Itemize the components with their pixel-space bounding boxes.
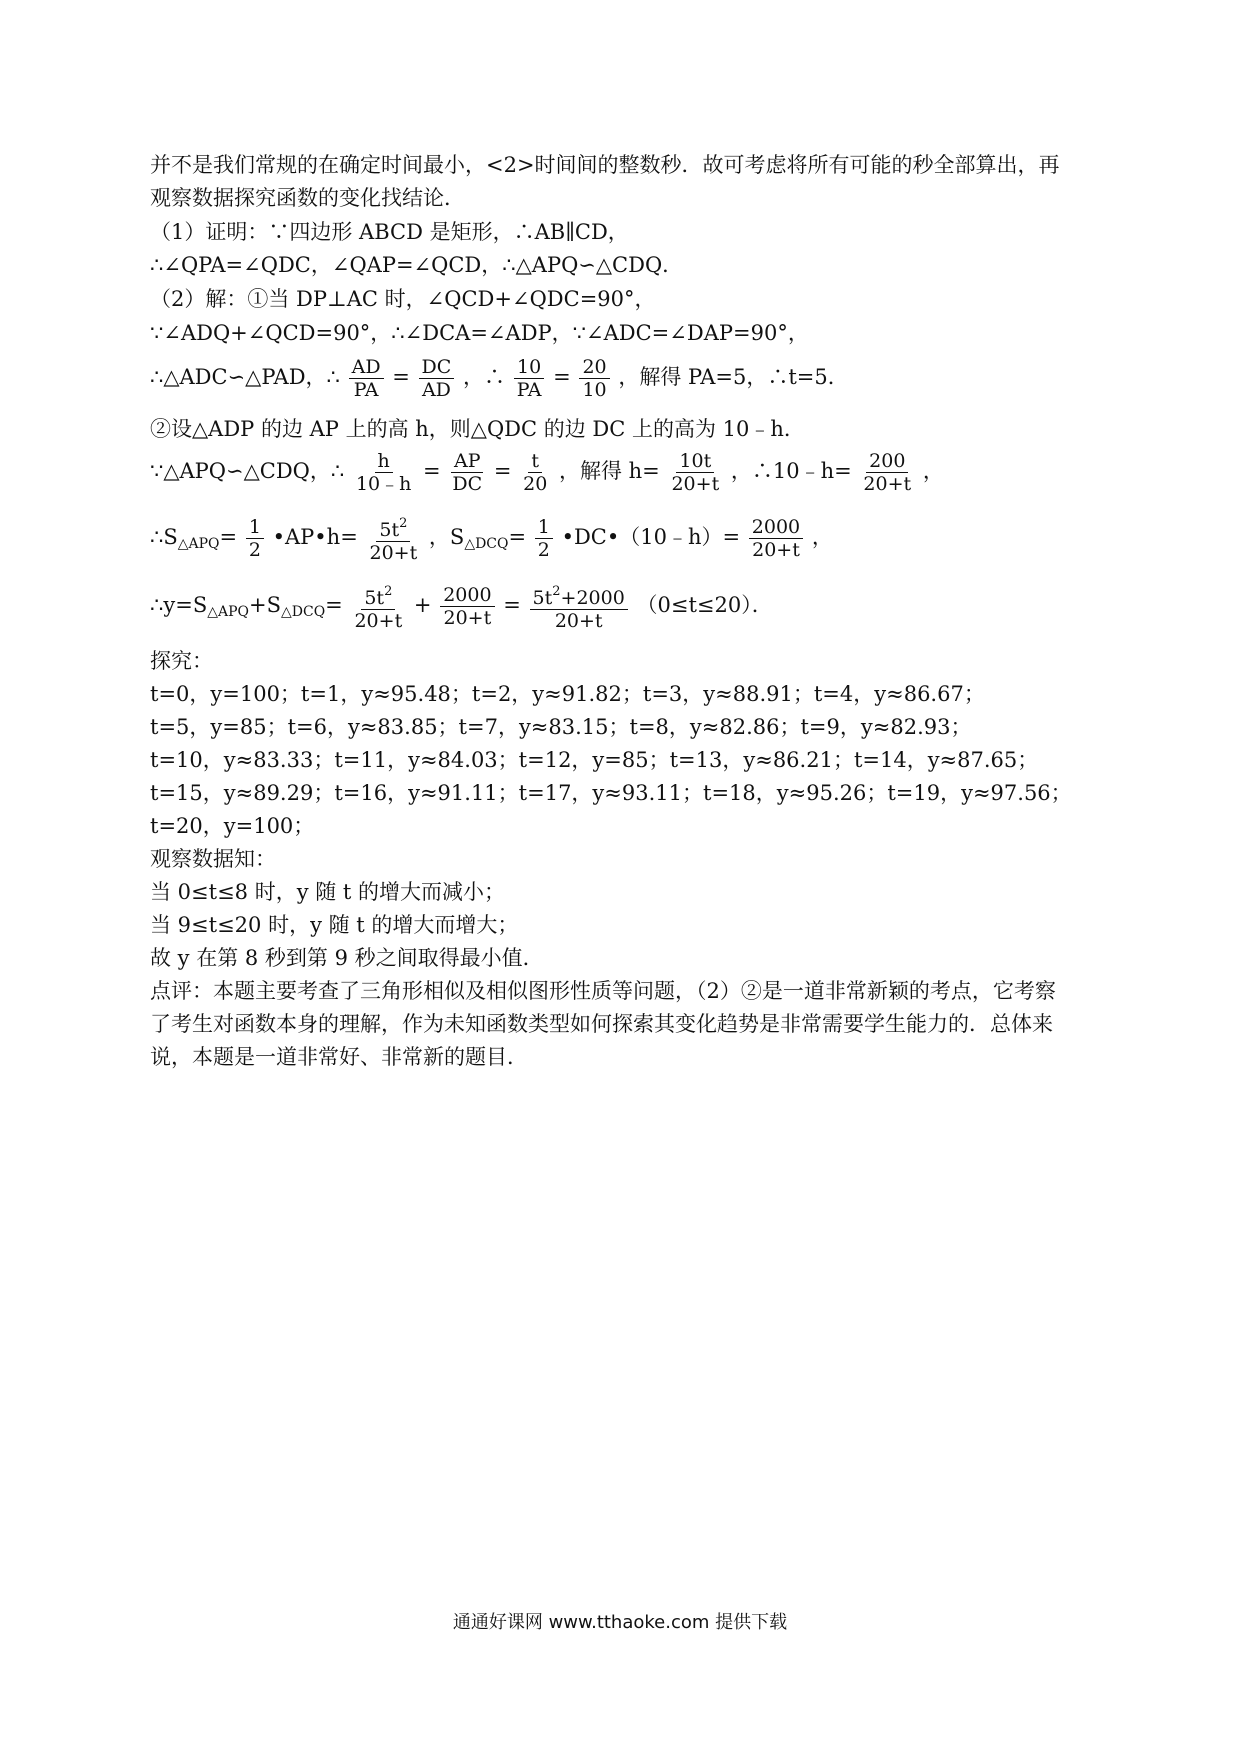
fraction-numerator: 10 (514, 356, 544, 379)
equals-sign: = (219, 525, 238, 549)
fraction (520, 450, 550, 495)
data-row: t=0，y=100；t=1，y≈95.48；t=2，y≈91.82；t=3，y≈88.91；t=4，y≈86.67； (150, 682, 985, 706)
conclusion-line: 故 y 在第 8 秒到第 9 秒之间取得最小值． (150, 946, 544, 970)
fraction-numerator: h (375, 450, 393, 473)
fraction-numerator: 1 (535, 516, 553, 539)
text-segment: （0≤t≤20）． (636, 593, 773, 617)
fraction-numerator: 20 (579, 356, 609, 379)
text-line: （2）解：①当 DP⊥AC 时，∠QCD+∠QDC=90°， (150, 287, 656, 311)
fraction (449, 450, 485, 495)
text-segment: ，∴10﹣h= (730, 459, 852, 483)
fraction-numerator: t (528, 450, 542, 473)
section-heading: 探究： (150, 649, 213, 673)
fraction-numerator: 2000 (749, 516, 803, 539)
page-footer: 通通好课网 www.tthaoke.com 提供下载 (452, 1612, 788, 1633)
fraction-numerator: DC (419, 356, 455, 379)
fraction-denominator: 20+t (443, 607, 492, 629)
subscript: △DCQ (280, 604, 326, 620)
fraction-numerator: 2000 (440, 584, 494, 607)
fraction (440, 584, 494, 629)
equals-sign: = (553, 365, 571, 389)
data-row: t=20，y=100； (150, 814, 315, 838)
text-line: （1）证明：∵四边形 ABCD 是矩形，∴AB∥CD， (150, 220, 629, 244)
fraction-denominator: 10 (582, 379, 607, 401)
comment-line: 了考生对函数本身的理解，作为未知函数类型如何探索其变化趋势是非常需要学生能力的．总体来 (150, 1012, 1053, 1036)
fraction-denominator: 2 (537, 539, 550, 561)
subscript: △APQ (207, 604, 249, 620)
text-segment: ，∴ (463, 365, 506, 389)
fraction-numerator (376, 513, 410, 542)
plus-sign: + (413, 593, 432, 617)
fraction-denominator: DC (452, 473, 483, 495)
fraction-denominator: 20+t (554, 610, 603, 632)
fraction-denominator: 10﹣h (355, 473, 412, 495)
fraction (349, 356, 384, 401)
subscript: △APQ (177, 536, 220, 552)
text-segment: ， (922, 459, 944, 483)
fraction-numerator (530, 581, 628, 610)
conclusion-line: 当 0≤t≤8 时，y 随 t 的增大而减小； (150, 880, 506, 904)
text-segment: ， (811, 525, 833, 549)
fraction (353, 450, 414, 495)
fraction (246, 516, 264, 561)
fraction-numerator: 10t (676, 450, 714, 473)
text-segment: ∵△APQ∽△CDQ，∴ (150, 459, 345, 483)
text-segment: ∴y=S (150, 593, 208, 617)
text-segment: ，解得 PA=5，∴t=5． (618, 365, 849, 389)
subscript: △DCQ (464, 536, 509, 552)
equals-sign: = (503, 593, 521, 617)
numerator-text: 5t (379, 519, 400, 541)
fraction (351, 581, 405, 632)
data-row: t=10，y≈83.33；t=11，y≈84.03；t=12，y=85；t=13，y≈86.21；t=14，y≈87.65； (150, 748, 1039, 772)
fraction-denominator: AD (421, 379, 451, 401)
data-row: t=15，y≈89.29；t=16，y≈91.11；t=17，y≈93.11；t=18，y≈95.26；t=19，y≈97.56； (150, 781, 1072, 805)
superscript: 2 (384, 584, 393, 599)
text-line: 观察数据知： (150, 847, 276, 871)
comment-line: 说，本题是一道非常好、非常新的题目． (150, 1045, 528, 1069)
fraction-denominator: PA (353, 379, 379, 401)
equals-sign: = (325, 593, 343, 617)
text-segment: ，S (428, 525, 465, 549)
text-segment: •AP•h= (272, 525, 358, 549)
fraction (535, 516, 553, 561)
fraction-denominator: 20+t (369, 542, 418, 564)
text-segment: ，解得 h= (558, 459, 660, 483)
text-segment: ∴S (150, 525, 178, 549)
fraction (367, 513, 421, 564)
text-segment: •DC•（10﹣h）= (561, 525, 741, 549)
math-line (150, 580, 773, 637)
fraction-denominator: 20+t (752, 539, 800, 561)
fraction-denominator: 2 (248, 539, 261, 561)
text-line: 观察数据探究函数的变化找结论． (150, 186, 465, 210)
equals-sign: = (493, 459, 512, 483)
fraction (419, 356, 455, 401)
superscript: 2 (552, 584, 561, 599)
fraction-denominator: 20+t (671, 473, 720, 495)
fraction-numerator: AD (349, 356, 384, 379)
numerator-text: 5t (364, 587, 385, 609)
math-line (150, 352, 849, 402)
text-line: ∴∠QPA=∠QDC，∠QAP=∠QCD，∴△APQ∽△CDQ． (150, 253, 684, 277)
text-segment: ∴△ADC∽△PAD，∴ (150, 365, 340, 389)
data-row: t=5，y=85；t=6，y≈83.85；t=7，y≈83.15；t=8，y≈82.86；t=9，y≈82.93； (150, 715, 972, 739)
math-line (150, 512, 833, 569)
text-segment: +S (249, 593, 281, 617)
fraction-denominator: PA (516, 379, 542, 401)
text-line: ②设△ADP 的边 AP 上的高 h，则△QDC 的边 DC 上的高为 10﹣h． (150, 417, 805, 441)
comment-line: 点评：本题主要考查了三角形相似及相似图形性质等问题，（2）②是一道非常新颖的考点，它考察 (150, 979, 1056, 1003)
fraction-denominator: 20 (523, 473, 548, 495)
fraction-denominator: 20+t (863, 473, 912, 495)
fraction-numerator (361, 581, 395, 610)
equals-sign: = (392, 365, 410, 389)
superscript: 2 (399, 516, 408, 531)
conclusion-line: 当 9≤t≤20 时，y 随 t 的增大而增大； (150, 913, 519, 937)
math-line (150, 446, 944, 496)
text-line: 并不是我们常规的在确定时间最小，<2>时间间的整数秒．故可考虑将所有可能的秒全部算出，再 (150, 153, 1060, 177)
numerator-text: +2000 (560, 587, 625, 609)
fraction-denominator: 20+t (354, 610, 403, 632)
fraction (749, 516, 803, 561)
numerator-text: 5t (532, 587, 553, 609)
fraction (668, 450, 722, 495)
fraction-numerator: 200 (866, 450, 908, 473)
equals-sign: = (423, 459, 441, 483)
fraction (579, 356, 609, 401)
text-line: ∵∠ADQ+∠QCD=90°，∴∠DCA=∠ADP，∵∠ADC=∠DAP=90°， (150, 321, 809, 345)
equals-sign: = (508, 525, 527, 549)
fraction (514, 356, 545, 401)
fraction (860, 450, 914, 495)
fraction-numerator: 1 (246, 516, 264, 539)
fraction (530, 581, 628, 632)
fraction-numerator: AP (451, 450, 484, 473)
